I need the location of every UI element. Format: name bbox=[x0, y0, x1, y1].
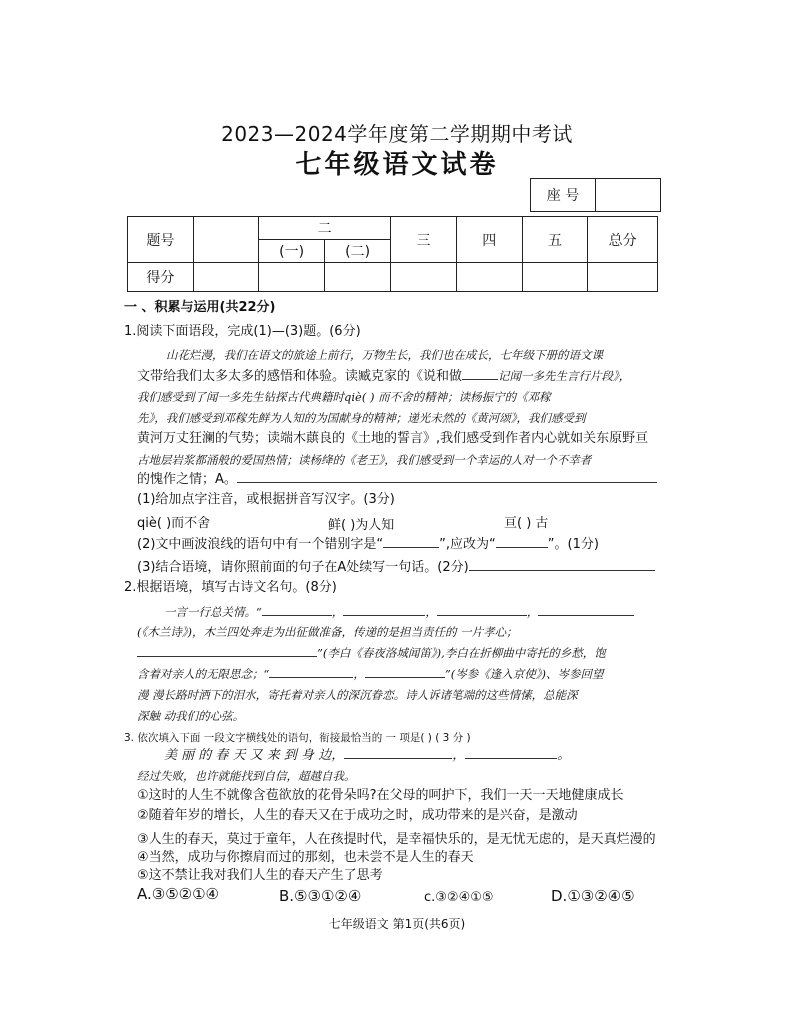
poem-line: 深触 动我们的心弦。 bbox=[137, 709, 245, 723]
sub-question-text: ”,应改为“ bbox=[439, 537, 496, 552]
pinyin-item: 鲜( )为人知 bbox=[328, 518, 395, 533]
header-cell: 三 bbox=[391, 217, 457, 263]
passage-line bbox=[137, 366, 630, 387]
wrong-char-blank[interactable] bbox=[383, 547, 439, 548]
answer-blank[interactable] bbox=[269, 677, 353, 678]
passage-line: 黄河万丈狂澜的气势；读端木蕻良的《土地的誓言》,我们感受到作者内心就如关东原野亘 bbox=[137, 431, 649, 446]
seat-box bbox=[530, 178, 661, 212]
sub-question-text: ”。(1分) bbox=[547, 537, 599, 552]
header-cell: 四 bbox=[456, 217, 522, 263]
answer-blank-a[interactable] bbox=[237, 482, 657, 483]
header-cell: 题号 bbox=[128, 217, 194, 263]
sub-question bbox=[137, 558, 655, 578]
exam-title: 2023—2024学年度第二学期期中考试 bbox=[221, 122, 573, 146]
question-stem: 1.阅读下面语段，完成(1)—(3)题。(6分) bbox=[124, 324, 361, 339]
score-cell[interactable] bbox=[259, 263, 325, 292]
sub-header-cell: (一) bbox=[259, 240, 325, 263]
poem-text: 一言一行总关情。“ bbox=[164, 605, 262, 619]
option-b[interactable]: B.⑤③①②④ bbox=[279, 887, 362, 905]
passage-text: 美 丽 的 春 天 又 来 到 身 边， bbox=[164, 748, 345, 763]
answer-blank[interactable] bbox=[462, 379, 498, 380]
passage-text: 记闻一多先生言行片段》， bbox=[498, 369, 631, 383]
answer-blank[interactable] bbox=[465, 758, 557, 759]
passage-text: 的愧作之情；A。 bbox=[137, 472, 237, 487]
passage-line: 山花烂漫，我们在语文的旅途上前行，万物生长，我们也在成长，七年级下册的语文课 bbox=[166, 348, 603, 362]
score-cell[interactable] bbox=[588, 263, 658, 292]
passage-line: 古地层岩浆都涌般的爱国热情；读杨绛的《老王》，我们感受到一个幸运的人对一个不幸者 bbox=[137, 453, 592, 467]
passage-line: 经过失败，也许就能找到自信，超越自我。 bbox=[137, 769, 356, 783]
poem-line: 一言一行总关情。“ ， ， ， bbox=[164, 602, 634, 622]
passage-line bbox=[137, 470, 657, 490]
option-d[interactable]: D.①③②④⑤ bbox=[551, 887, 635, 905]
score-cell[interactable] bbox=[522, 263, 588, 292]
pinyin-item: qiè( )而不舍 bbox=[137, 516, 211, 531]
answer-blank[interactable] bbox=[137, 656, 317, 657]
sentence-item: ③人生的春天，莫过于童年，人在孩提时代，是幸福快乐的，是无忧无虑的，是天真烂漫的 bbox=[137, 832, 656, 847]
passage-line: 美 丽 的 春 天 又 来 到 身 边， ， 。 bbox=[164, 748, 571, 763]
passage-text: 文带给我们太多太多的感悟和体验。读臧克家的《说和做 bbox=[137, 369, 463, 384]
score-label: 得分 bbox=[128, 263, 194, 292]
sub-question bbox=[137, 535, 599, 555]
question-stem: 2.根据语境，填写古诗文名句。(8分) bbox=[124, 580, 337, 595]
header-cell bbox=[193, 217, 258, 263]
answer-blank[interactable] bbox=[538, 615, 634, 616]
answer-blank[interactable] bbox=[343, 615, 425, 616]
poem-text: ”(李白《春夜洛城闻笛》),李白在折柳曲中寄托的乡愁，饱 bbox=[317, 646, 606, 660]
option-a[interactable]: A.③⑤②①④ bbox=[137, 885, 220, 903]
sentence-item: ①这时的人生不就像含苞欲放的花骨朵吗?在父母的呵护下，我们一天一天地健康成长 bbox=[137, 788, 624, 803]
correct-char-blank[interactable] bbox=[496, 547, 548, 548]
seat-number-cell[interactable] bbox=[596, 179, 661, 212]
score-cell[interactable] bbox=[456, 263, 522, 292]
sentence-item: ④当然，成功与你擦肩而过的那刻，也未尝不是人生的春天 bbox=[137, 850, 474, 865]
answer-blank[interactable] bbox=[437, 615, 527, 616]
answer-blank[interactable] bbox=[262, 615, 332, 616]
poem-text: 含着对亲人的无限思念；“ bbox=[137, 667, 270, 681]
poem-line: 漫 漫长路时洒下的泪水，寄托着对亲人的深沉眷恋。诗人诉诸笔端的这些情愫，总能深 bbox=[137, 688, 578, 702]
sentence-item: ⑤这不禁让我对我们人生的春天产生了思考 bbox=[137, 868, 383, 883]
header-cell: 五 bbox=[522, 217, 588, 263]
score-cell[interactable] bbox=[391, 263, 457, 292]
pinyin-item: 亘( ) 古 bbox=[504, 516, 549, 531]
poem-text: ”(岑参《逢入京使》)、岑参回望 bbox=[444, 667, 604, 681]
answer-blank[interactable] bbox=[344, 758, 452, 759]
sub-question: (1)给加点字注音，或根据拼音写汉字。(3分) bbox=[137, 492, 395, 507]
passage-line: 先》，我们感受到邓稼先鲜为人知的为国献身的精神；递光未然的《黄河颂》，我们感受到 bbox=[137, 411, 586, 425]
page-footer: 七年级语文 第1页(共6页) bbox=[328, 917, 466, 931]
poem-line bbox=[137, 643, 606, 663]
poem-line: (《木兰诗》)，木兰四处奔走为出征做准备，传递的是担当责任的 一片孝心； bbox=[137, 625, 518, 639]
seat-label: 座 号 bbox=[531, 179, 596, 212]
poem-line: 含着对亲人的无限思念；“ ， ”(岑参《逢入京使》)、岑参回望 bbox=[137, 667, 604, 681]
sub-header-cell: (二) bbox=[325, 240, 391, 263]
passage-line: 我们感受到了闻一多先生钻探古代典籍时qiè( ) 而不舍的精神；读杨振宁的《邓稼 bbox=[137, 390, 551, 404]
question-stem: 3. 依次填入下面 一段文字横线处的语句，衔接最恰当的 一 项是( ) ( 3 分 ) bbox=[124, 732, 471, 744]
header-cell: 二 bbox=[259, 217, 391, 240]
score-cell[interactable] bbox=[325, 263, 391, 292]
option-c[interactable]: c.③②④①⑤ bbox=[424, 890, 494, 905]
score-table bbox=[127, 216, 658, 292]
sub-question-text: (3)结合语境，请你照前面的句子在A处续写一句话。(2分) bbox=[137, 560, 469, 575]
paper-title: 七年级语文试卷 bbox=[295, 150, 499, 180]
sub-question-text: (2)文中画波浪线的语句中有一个错别字是“ bbox=[137, 537, 384, 552]
header-cell: 总分 bbox=[588, 217, 658, 263]
answer-blank[interactable] bbox=[469, 570, 655, 571]
sentence-item: ②随着年岁的增长，人生的春天又在于成功之时，成功带来的是兴奋，是激动 bbox=[137, 808, 578, 823]
score-cell[interactable] bbox=[193, 263, 258, 292]
section-heading: 一 、积累与运用(共22分) bbox=[124, 300, 276, 315]
answer-blank[interactable] bbox=[365, 677, 445, 678]
